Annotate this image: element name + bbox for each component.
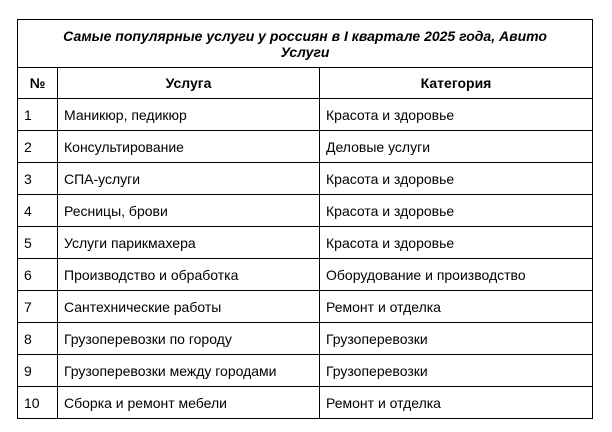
service-cell: Грузоперевозки между городами (58, 355, 320, 387)
category-cell: Деловые услуги (320, 131, 593, 163)
service-cell: Сборка и ремонт мебели (58, 387, 320, 419)
table-row (18, 99, 593, 131)
service-cell: Производство и обработка (58, 259, 320, 291)
table-row (18, 291, 593, 323)
category-cell: Красота и здоровье (320, 195, 593, 227)
table-row (18, 323, 593, 355)
service-cell: Консультирование (58, 131, 320, 163)
row-number-cell: 2 (18, 131, 58, 163)
service-cell: Услуги парикмахера (58, 227, 320, 259)
table-row (18, 227, 593, 259)
column-header-number: № (18, 68, 58, 99)
row-number-cell: 7 (18, 291, 58, 323)
row-number-cell: 8 (18, 323, 58, 355)
column-header-category: Категория (320, 68, 593, 99)
category-cell: Ремонт и отделка (320, 387, 593, 419)
table-title: Самые популярные услуги у россиян в I квартале 2025 года, Авито Услуги (18, 20, 593, 68)
column-header-service: Услуга (58, 68, 320, 99)
service-cell: Сантехнические работы (58, 291, 320, 323)
table-header-row (18, 68, 593, 99)
services-table-container (17, 19, 592, 419)
row-number-cell: 3 (18, 163, 58, 195)
services-table (17, 19, 593, 419)
category-cell: Ремонт и отделка (320, 291, 593, 323)
category-cell: Красота и здоровье (320, 163, 593, 195)
category-cell: Красота и здоровье (320, 99, 593, 131)
row-number-cell: 5 (18, 227, 58, 259)
row-number-cell: 6 (18, 259, 58, 291)
table-row (18, 387, 593, 419)
category-cell: Грузоперевозки (320, 355, 593, 387)
table-row (18, 195, 593, 227)
table-row (18, 355, 593, 387)
category-cell: Красота и здоровье (320, 227, 593, 259)
row-number-cell: 4 (18, 195, 58, 227)
category-cell: Грузоперевозки (320, 323, 593, 355)
row-number-cell: 1 (18, 99, 58, 131)
service-cell: Грузоперевозки по городу (58, 323, 320, 355)
table-row (18, 163, 593, 195)
table-title-row (18, 20, 593, 68)
table-row (18, 259, 593, 291)
service-cell: СПА-услуги (58, 163, 320, 195)
row-number-cell: 9 (18, 355, 58, 387)
row-number-cell: 10 (18, 387, 58, 419)
service-cell: Ресницы, брови (58, 195, 320, 227)
table-row (18, 131, 593, 163)
category-cell: Оборудование и производство (320, 259, 593, 291)
service-cell: Маникюр, педикюр (58, 99, 320, 131)
